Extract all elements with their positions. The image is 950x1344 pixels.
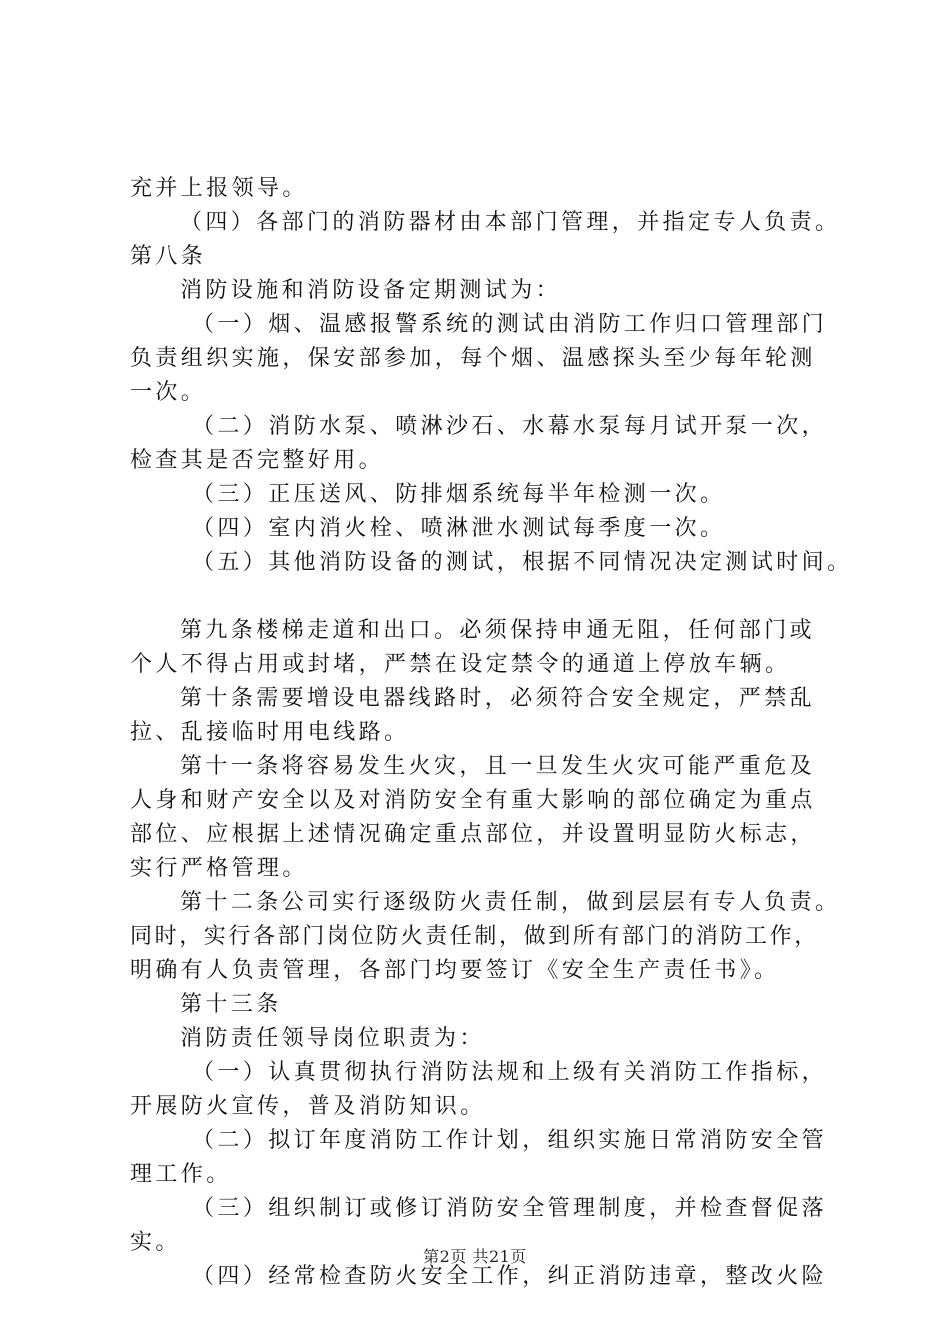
text-line: （二）拟订年度消防工作计划，组织实施日常消防安全管: [192, 1128, 828, 1153]
text-line: （二）消防水泵、喷淋沙石、水幕水泵每月试开泵一次，: [192, 414, 828, 439]
text-line: 第十一条将容易发生火灾，且一旦发生火灾可能严重危及: [180, 754, 816, 779]
text-line: （三）正压送风、防排烟系统每半年检测一次。: [192, 482, 726, 507]
document-body: [130, 172, 860, 1294]
text-line: 第十条需要增设电器线路时，必须符合安全规定，严禁乱: [180, 686, 816, 711]
text-line: 消防设施和消防设备定期测试为：: [180, 278, 562, 303]
text-line: 开展防火宣传，普及消防知识。: [130, 1094, 486, 1119]
text-line: 理工作。: [130, 1162, 232, 1187]
text-line: （四）经常检查防火安全工作，纠正消防违章，整改火险: [192, 1264, 828, 1289]
article-heading: 第八条: [130, 244, 207, 269]
text-line: （一）烟、温感报警系统的测试由消防工作归口管理部门: [192, 312, 828, 337]
article-heading: 第十三条: [180, 992, 282, 1017]
text-line: 实。: [130, 1230, 181, 1255]
text-line: （四）各部门的消防器材由本部门管理，并指定专人负责。: [180, 210, 841, 235]
text-line: 部位、应根据上述情况确定重点部位，并设置明显防火标志，: [130, 822, 816, 847]
text-line: 个人不得占用或封堵，严禁在设定禁令的通道上停放车辆。: [130, 652, 791, 677]
text-line: 消防责任领导岗位职责为：: [180, 1026, 485, 1051]
text-line: 充并上报领导。: [130, 176, 308, 201]
text-line: 检查其是否完整好用。: [130, 448, 385, 473]
text-line: 人身和财产安全以及对消防安全有重大影响的部位确定为重点: [130, 788, 816, 813]
text-line: （三）组织制订或修订消防安全管理制度，并检查督促落: [192, 1196, 828, 1221]
text-line: 同时，实行各部门岗位防火责任制，做到所有部门的消防工作，: [130, 924, 819, 949]
text-line: 拉、乱接临时用电线路。: [130, 720, 410, 745]
text-line: （一）认真贯彻执行消防法规和上级有关消防工作指标，: [192, 1060, 828, 1085]
paragraph-gap: [130, 580, 860, 614]
text-line: 明确有人负责管理，各部门均要签订《安全生产责任书》。: [130, 958, 780, 983]
text-line: 负责组织实施，保安部参加，每个烟、温感探头至少每年轮测: [130, 346, 816, 371]
text-line: 第十二条公司实行逐级防火责任制，做到层层有专人负责。: [180, 890, 841, 915]
text-line: 第九条楼梯走道和出口。必须保持申通无阻，任何部门或: [180, 618, 816, 643]
text-line: （四）室内消火栓、喷淋泄水测试每季度一次。: [192, 516, 726, 541]
text-line: 一次。: [130, 380, 207, 405]
text-line: （五）其他消防设备的测试，根据不同情况决定测试时间。: [192, 550, 853, 575]
text-line: 实行严格管理。: [130, 856, 308, 881]
page-number-footer: 第2页 共21页: [423, 1247, 527, 1266]
